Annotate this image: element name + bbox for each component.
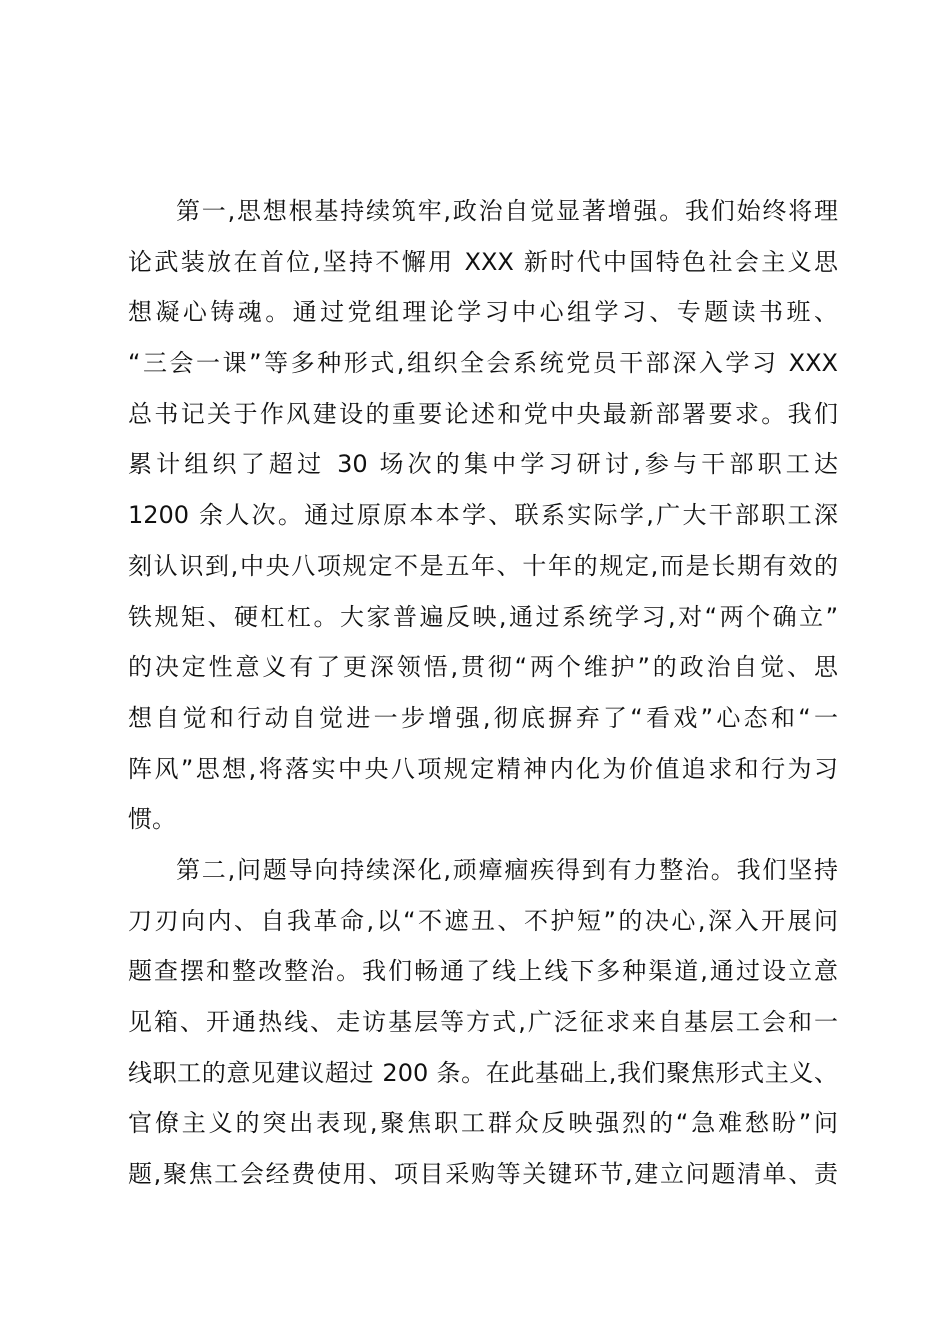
paragraph-line: 惯。 — [128, 805, 176, 834]
paragraph-line: 总书记关于作风建设的重要论述和党中央最新部署要求。我们 — [128, 399, 838, 428]
paragraph-line: 论武装放在首位,坚持不懈用 XXX 新时代中国特色社会主义思 — [128, 247, 838, 276]
paragraph-line: 想凝心铸魂。通过党组理论学习中心组学习、专题读书班、 — [128, 298, 838, 327]
paragraph-line: 第一,思想根基持续筑牢,政治自觉显著增强。我们始终将理 — [176, 197, 838, 225]
paragraph-line: 的决定性意义有了更深领悟,贯彻“两个维护”的政治自觉、思 — [128, 653, 838, 682]
paragraph-line: 刀刃向内、自我革命,以“不遮丑、不护短”的决心,深入开展问 — [128, 906, 838, 935]
paragraph-line: 见箱、开通热线、走访基层等方式,广泛征求来自基层工会和一 — [128, 1008, 838, 1036]
paragraph-line: 第二,问题导向持续深化,顽瘴痼疾得到有力整治。我们坚持 — [176, 855, 838, 884]
paragraph-line: 阵风”思想,将落实中央八项规定精神内化为价值追求和行为习 — [128, 754, 838, 783]
paragraph-line: “三会一课”等多种形式,组织全会系统党员干部深入学习 XXX — [128, 349, 838, 378]
paragraph-line: 线职工的意见建议超过 200 条。在此基础上,我们聚焦形式主义、 — [128, 1058, 838, 1087]
paragraph-line: 铁规矩、硬杠杠。大家普遍反映,通过系统学习,对“两个确立” — [128, 602, 838, 631]
paragraph-line: 想自觉和行动自觉进一步增强,彻底摒弃了“看戏”心态和“一 — [128, 703, 838, 732]
paragraph-line: 累计组织了超过 30 场次的集中学习研讨,参与干部职工达 — [128, 450, 838, 479]
paragraph-line: 刻认识到,中央八项规定不是五年、十年的规定,而是长期有效的 — [128, 551, 838, 580]
paragraph-line: 题,聚焦工会经费使用、项目采购等关键环节,建立问题清单、责 — [128, 1160, 838, 1189]
paragraph-line: 1200 余人次。通过原原本本学、联系实际学,广大干部职工深 — [128, 501, 838, 530]
paragraph-2 — [128, 845, 838, 1200]
paragraph-line: 官僚主义的突出表现,聚焦职工群众反映强烈的“急难愁盼”问 — [128, 1109, 838, 1138]
paragraph-1 — [128, 186, 838, 845]
document-body — [128, 186, 838, 1200]
paragraph-line: 题查摆和整改整治。我们畅通了线上线下多种渠道,通过设立意 — [128, 957, 838, 986]
